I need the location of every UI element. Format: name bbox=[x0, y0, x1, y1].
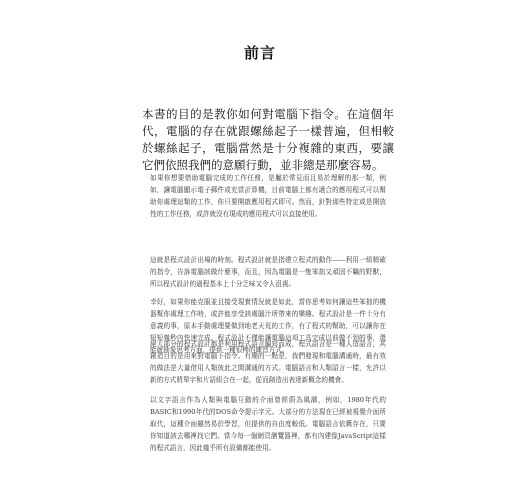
body-paragraph-5 bbox=[150, 394, 386, 454]
lead-paragraph: 本書的目的是教你如何對電腦下指令。在這個年代，電腦的存在就跟螺絲起子一樣普遍，但相較於螺絲起子，電腦當然是十分複雜的東西，要讓它們依照我們的意願行動，並非總是那麼容易。 bbox=[142, 107, 394, 172]
page-title: 前言 bbox=[243, 44, 276, 62]
body-paragraph-4 bbox=[150, 338, 386, 386]
paragraph-text: 以文字語言作為人類與電腦互動的介面曾經蔚為風潮，例如，1980年代的BASIC和1990年代的DOS命令提示字元。大部分的方法現在已經被視覺介面所取代，這種介面雖然易於學習，但提供的自由度較低。電腦語言依舊存在，只要你知道該去哪裡找它們。當今每一個網頁瀏覽器裡，都有內建像JavaScript這樣的程式語言，因此幾乎所有設備都能使用。 bbox=[150, 396, 386, 452]
body-paragraph-2 bbox=[150, 254, 386, 290]
body-paragraph-1 bbox=[150, 172, 386, 220]
paragraph-text: 絕大部分的程式設計都是利用程式語言編寫而成，程式語言是一種人造語言，其創造目的是用來對電腦下指令。有趣的一點是，我們發現和電腦溝通時，最有效的做法是大量借用人類彼此之間溝通的方式。電腦語言和人類語言一樣，允許以新的方式將單字和片語組合在一起，從而創造出表達新概念的機會。 bbox=[150, 340, 386, 384]
paragraph-text: 這就是程式設計出場的時刻。程式設計就是指建立程式的動作——利用一組精確的指令，告訴電腦該做什麼事，而且，因為電腦是一隻笨拙又頑固不羈的野獸，所以程式設計的過程基本上十分乏味又令人沮喪。 bbox=[150, 256, 386, 288]
paragraph-text: 如果你想要借助電腦完成的工作任務，是屬於常見而且易於理解的那一類，例如，讓電腦顯示電子郵件或充當計算機，目前電腦上都有適合的應用程式可以幫助你處理這類的工作，你只要開啟應用程式即可。然而，針對那些特定或是開放性的工作任務，或許就沒有現成的應用程式可以直接使用。 bbox=[150, 174, 386, 218]
paragraph-text: 幸好，如果你能克服並且接受現實情況就是如此，當你思考如何讓這些笨拙的機器幫你處理工作時，或許能享受該處腦汁所帶來的樂趣。程式設計是一件十分有意義的事，原本手動處理要做到地老天荒的工作，有了程式的幫助，可以讓你在短短幾秒內快速完成。程式設計不僅能讓電腦這項工具完成以前做不到的事，還能就抽象思考方面，提供一種很棒的練習方式。 bbox=[150, 298, 386, 354]
